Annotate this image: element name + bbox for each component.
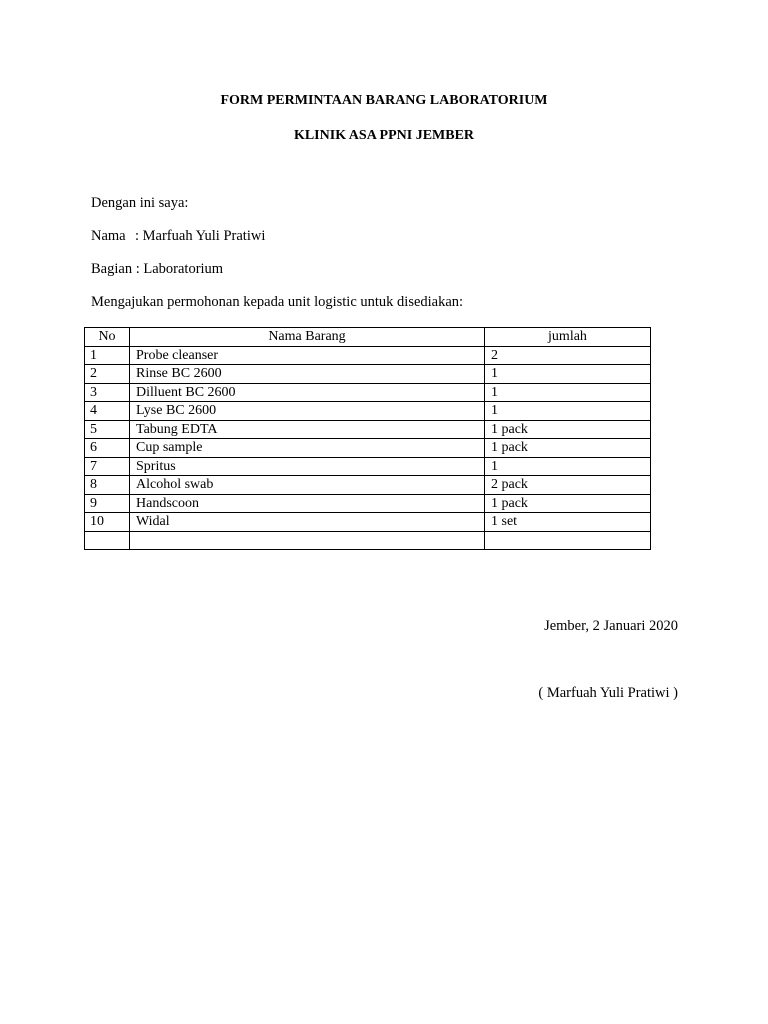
- items-table: [84, 327, 651, 550]
- row-no: 5: [85, 420, 130, 439]
- table-row: [85, 494, 651, 513]
- row-no: 1: [85, 346, 130, 365]
- row-item-name: Lyse BC 2600: [130, 402, 485, 421]
- row-no: 6: [85, 439, 130, 458]
- row-quantity: 1 pack: [485, 420, 651, 439]
- table-row: [85, 513, 651, 532]
- request-statement: Mengajukan permohonan kepada unit logistic untuk disediakan:: [91, 294, 464, 310]
- row-quantity: 2: [485, 346, 651, 365]
- intro-statement: Dengan ini saya:: [91, 195, 189, 211]
- department-value: : Laboratorium: [135, 261, 224, 277]
- row-no: 2: [85, 365, 130, 384]
- table-row: [85, 457, 651, 476]
- table-row: [85, 383, 651, 402]
- row-quantity: 1: [485, 402, 651, 421]
- table-row: [85, 420, 651, 439]
- row-no: 9: [85, 494, 130, 513]
- row-item-name: Probe cleanser: [130, 346, 485, 365]
- row-no: 3: [85, 383, 130, 402]
- row-no: 10: [85, 513, 130, 532]
- row-item-name: Handscoon: [130, 494, 485, 513]
- row-item-name: Tabung EDTA: [130, 420, 485, 439]
- row-no: 8: [85, 476, 130, 495]
- row-item-name: Alcohol swab: [130, 476, 485, 495]
- row-item-name: Dilluent BC 2600: [130, 383, 485, 402]
- row-quantity: [485, 531, 651, 550]
- row-no: [85, 531, 130, 550]
- table-row: [85, 346, 651, 365]
- row-no: 7: [85, 457, 130, 476]
- table-row: [85, 439, 651, 458]
- name-line: [91, 227, 265, 245]
- form-title: FORM PERMINTAAN BARANG LABORATORIUM: [220, 93, 548, 108]
- row-quantity: 1: [485, 457, 651, 476]
- row-quantity: 1: [485, 383, 651, 402]
- name-value: : Marfuah Yuli Pratiwi: [135, 228, 266, 244]
- header-item-name: Nama Barang: [130, 328, 485, 347]
- row-quantity: 2 pack: [485, 476, 651, 495]
- name-label: Nama: [91, 228, 126, 244]
- signature-name: ( Marfuah Yuli Pratiwi ): [538, 685, 678, 701]
- table-row: [85, 365, 651, 384]
- row-item-name: Spritus: [130, 457, 485, 476]
- header-quantity: jumlah: [485, 328, 651, 347]
- table-row-empty: [85, 531, 651, 550]
- place-date: Jember, 2 Januari 2020: [544, 618, 678, 634]
- row-quantity: 1 set: [485, 513, 651, 532]
- department-line: [91, 260, 223, 278]
- row-quantity: 1 pack: [485, 439, 651, 458]
- row-quantity: 1 pack: [485, 494, 651, 513]
- header-no: No: [85, 328, 130, 347]
- table-row: [85, 402, 651, 421]
- table-row: [85, 476, 651, 495]
- clinic-name: KLINIK ASA PPNI JEMBER: [293, 128, 475, 143]
- row-item-name: [130, 531, 485, 550]
- table-header-row: [85, 328, 651, 347]
- row-quantity: 1: [485, 365, 651, 384]
- row-no: 4: [85, 402, 130, 421]
- row-item-name: Cup sample: [130, 439, 485, 458]
- row-item-name: Widal: [130, 513, 485, 532]
- department-label: Bagian: [91, 261, 133, 277]
- row-item-name: Rinse BC 2600: [130, 365, 485, 384]
